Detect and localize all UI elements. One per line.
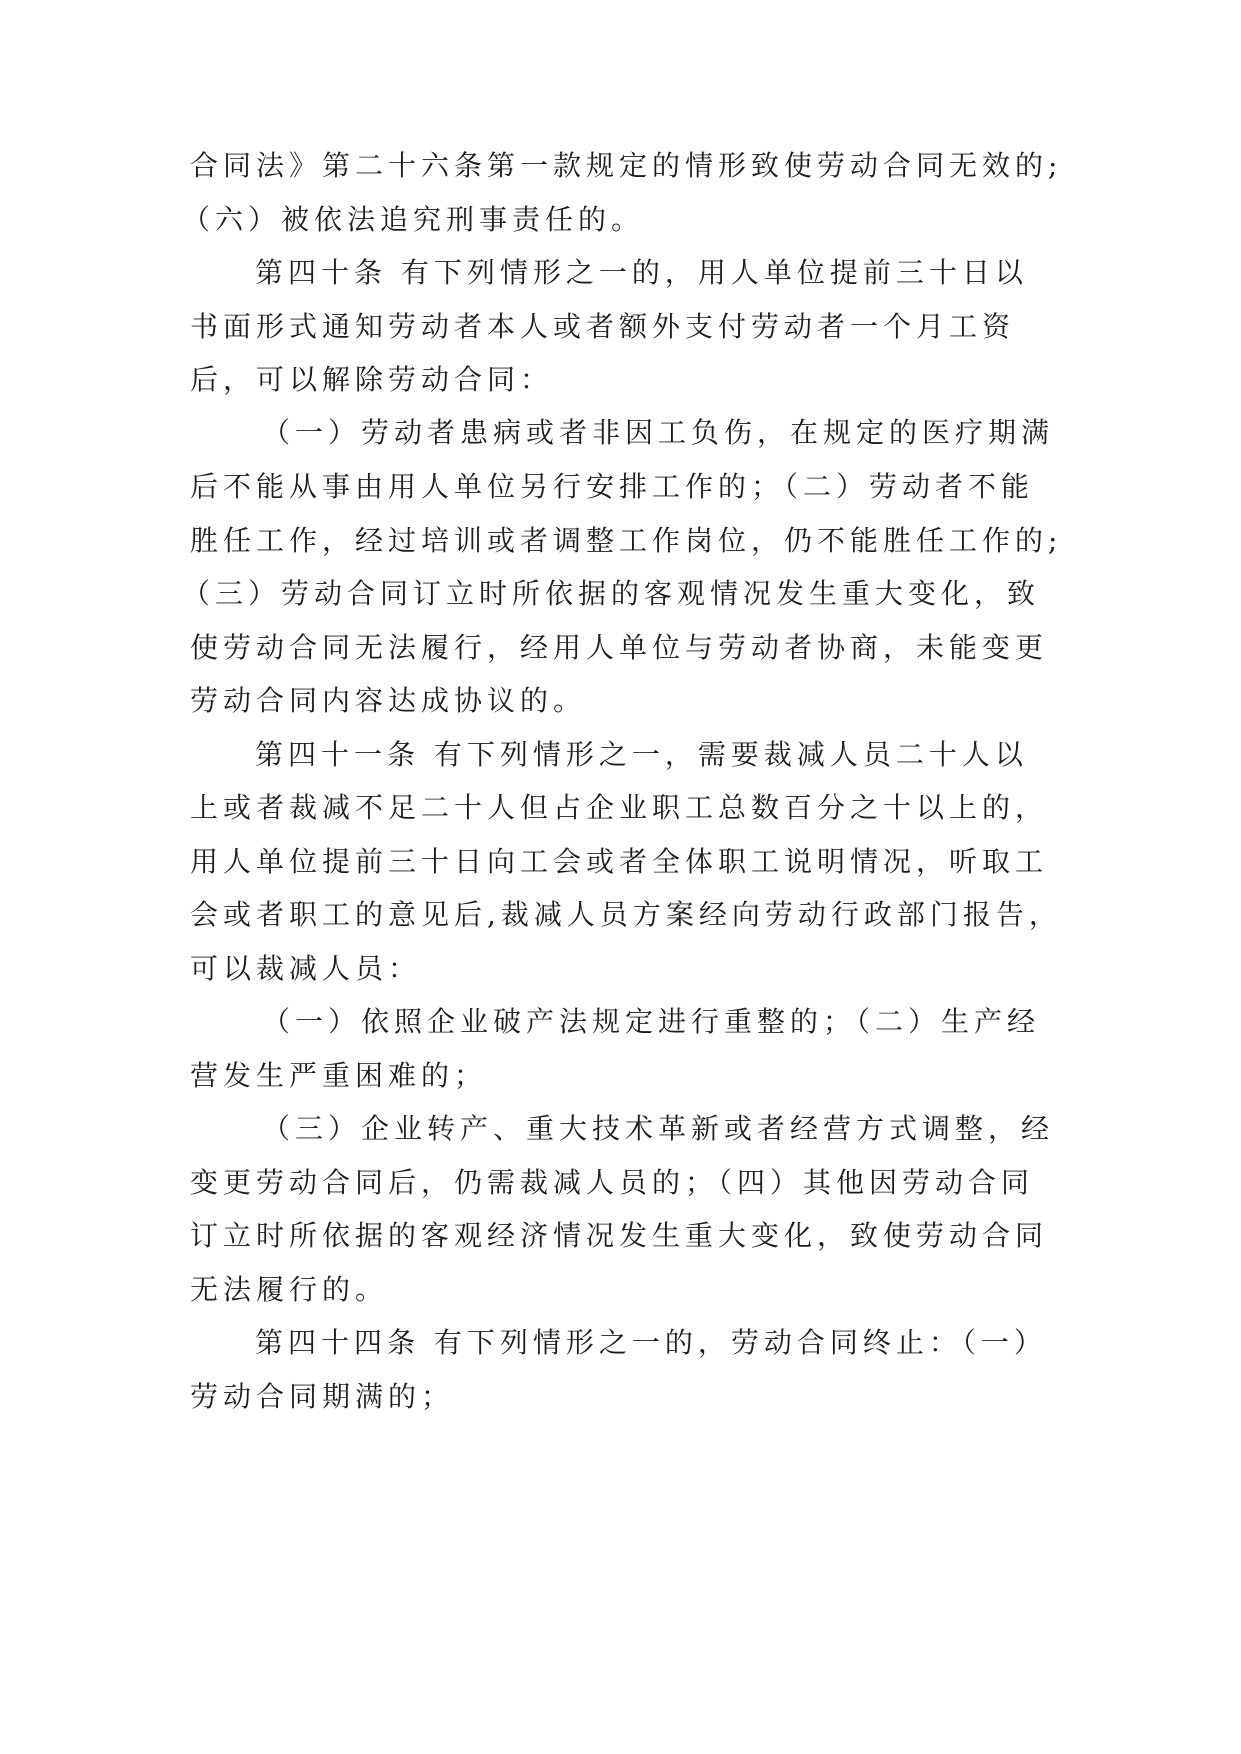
text-line: 变更劳动合同后，仍需裁减人员的；（四）其他因劳动合同 (190, 1166, 1035, 1199)
text-line: （三）企业转产、重大技术革新或者经营方式调整，经 (262, 1112, 1055, 1145)
text-line: 胜任工作，经过培训或者调整工作岗位，仍不能胜任工作的; (190, 524, 1063, 557)
text-line: （一）依照企业破产法规定进行重整的；（二）生产经 (262, 1005, 1041, 1038)
text-line: （三）劳动合同订立时所依据的客观情况发生重大变化，致 (182, 577, 1041, 610)
text-line: 后不能从事由用人单位另行安排工作的；（二）劳动者不能 (190, 470, 1035, 503)
text-line: 书面形式通知劳动者本人或者额外支付劳动者一个月工资 (190, 310, 1016, 343)
text-line: 后，可以解除劳动合同： (190, 363, 554, 396)
text-line: 合同法》第二十六条第一款规定的情形致使劳动合同无效的; (190, 149, 1063, 182)
text-line: （六）被依法追究刑事责任的。 (182, 203, 645, 236)
text-line: 会或者职工的意见后,裁减人员方案经向劳动行政部门报告， (190, 898, 1062, 931)
text-line: 可以裁减人员： (190, 952, 422, 985)
text-line: 无法履行的。 (190, 1273, 389, 1306)
text-line: 用人单位提前三十日向工会或者全体职工说明情况，听取工 (190, 845, 1049, 878)
text-line: 上或者裁减不足二十人但占企业职工总数百分之十以上的， (190, 791, 1049, 824)
article-44-heading-line: 第四十四条 有下列情形之一的，劳动合同终止：（一） (255, 1326, 1047, 1359)
article-41-heading-line: 第四十一条 有下列情形之一，需要裁减人员二十人以 (255, 738, 1028, 771)
article-40-heading-line: 第四十条 有下列情形之一的，用人单位提前三十日以 (255, 256, 1028, 289)
text-line: 订立时所依据的客观经济情况发生重大变化，致使劳动合同 (190, 1219, 1049, 1252)
text-line: （一）劳动者患病或者非因工负伤，在规定的医疗期满 (262, 416, 1055, 449)
text-line: 营发生严重困难的； (190, 1059, 488, 1092)
text-line: 劳动合同期满的； (190, 1380, 455, 1413)
text-line: 使劳动合同无法履行，经用人单位与劳动者协商，未能变更 (190, 631, 1049, 664)
text-line: 劳动合同内容达成协议的。 (190, 684, 587, 717)
